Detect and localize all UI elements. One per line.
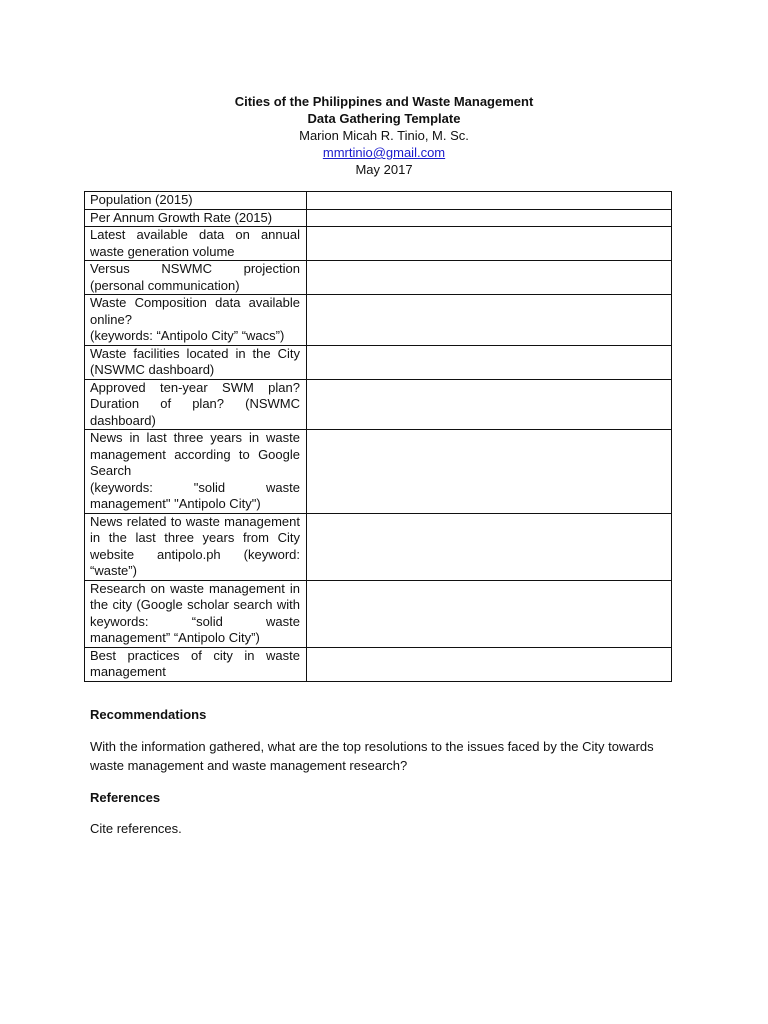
table-row-value-cell[interactable] [307, 261, 672, 295]
table-row-label: Versus NSWMC projection (personal communication) [85, 261, 307, 295]
table-row [85, 513, 672, 580]
table-row-value-cell[interactable] [307, 647, 672, 681]
table-row-value-cell[interactable] [307, 513, 672, 580]
table-row-value-cell[interactable] [307, 430, 672, 514]
table-row [85, 295, 672, 346]
table-row [85, 345, 672, 379]
document-date: May 2017 [355, 162, 413, 177]
table-row-label: Waste facilities located in the City (NSWMC dashboard) [85, 345, 307, 379]
document-title: Cities of the Philippines and Waste Management [234, 94, 534, 109]
table-row-value-cell[interactable] [307, 580, 672, 647]
table-row-label: News related to waste management in the last three years from City website antipolo.ph (keyword: “waste”) [85, 513, 307, 580]
references-heading: References [90, 790, 161, 805]
table-row-label: Waste Composition data available online? (keywords: “Antipolo City” “wacs”) [85, 295, 307, 346]
table-row-label: News in last three years in waste management according to Google Search (keywords: "solid waste management" "Antipolo City") [85, 430, 307, 514]
data-gathering-table [84, 191, 672, 682]
author-name: Marion Micah R. Tinio, M. Sc. [299, 128, 469, 143]
table-row [85, 580, 672, 647]
table-row-value-cell[interactable] [307, 227, 672, 261]
table-row-label: Latest available data on annual waste generation volume [85, 227, 307, 261]
table-row [85, 647, 672, 681]
table-row [85, 430, 672, 514]
table-row-value-cell[interactable] [307, 295, 672, 346]
table-row-value-cell[interactable] [307, 209, 672, 227]
table-row-value-cell[interactable] [307, 379, 672, 430]
table-row [85, 192, 672, 210]
table-row-label: Per Annum Growth Rate (2015) [85, 209, 307, 227]
table-row [85, 261, 672, 295]
document-header [0, 93, 768, 178]
table-row-label: Population (2015) [85, 192, 307, 210]
document-subtitle: Data Gathering Template [307, 111, 461, 126]
table-row-label: Best practices of city in waste management [85, 647, 307, 681]
author-email-link[interactable]: mmrtinio@gmail.com [322, 145, 446, 160]
recommendations-heading: Recommendations [90, 707, 207, 722]
table-row [85, 209, 672, 227]
table-row [85, 227, 672, 261]
table-row-label: Research on waste management in the city (Google scholar search with keywords: “solid waste management” “Antipolo City”) [85, 580, 307, 647]
table-row [85, 379, 672, 430]
table-row-value-cell[interactable] [307, 192, 672, 210]
table-row-label: Approved ten-year SWM plan? Duration of plan? (NSWMC dashboard) [85, 379, 307, 430]
recommendations-text: With the information gathered, what are the top resolutions to the issues faced by the City towards waste management and waste management research? [90, 739, 654, 773]
references-text: Cite references. [90, 821, 182, 836]
table-row-value-cell[interactable] [307, 345, 672, 379]
